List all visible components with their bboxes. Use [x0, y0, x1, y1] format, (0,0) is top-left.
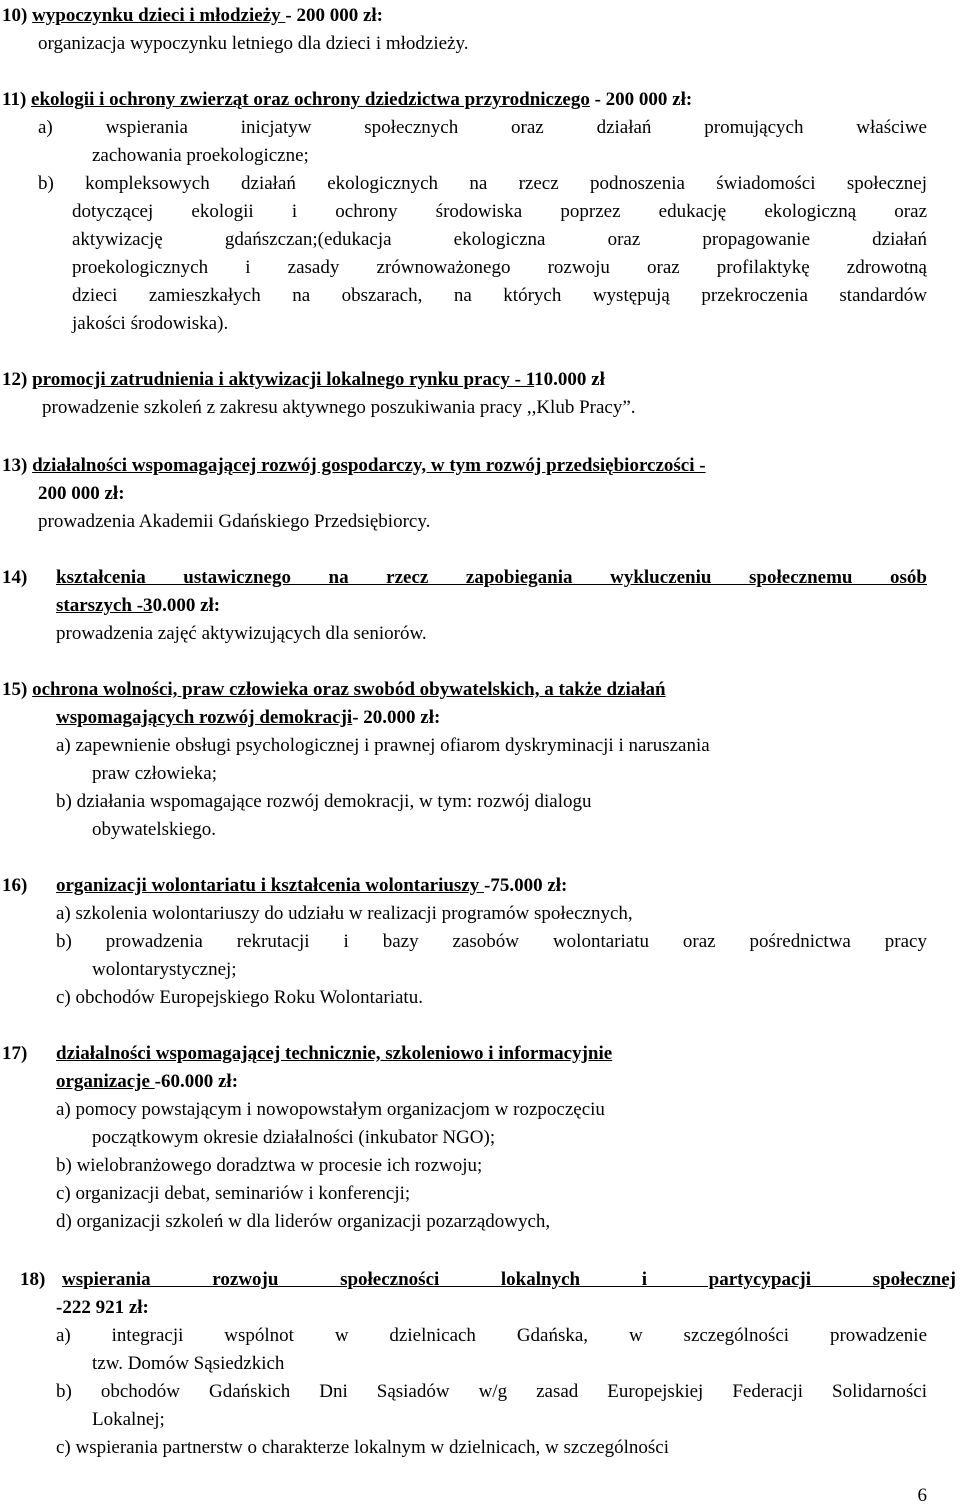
section-amount: 200 000 zł: — [38, 483, 125, 504]
section-title: wspierania rozwoju społeczności lokalnych i partycypacji społecznej — [62, 1269, 956, 1290]
section-number: 17) — [2, 1043, 28, 1064]
section-title: wypoczynku dzieci i młodzieży — [32, 5, 286, 26]
section-12 — [0, 366, 960, 422]
list-item-continuation: początkowym okresie działalności (inkubator NGO); — [92, 1127, 496, 1148]
section-amount: - 20.000 zł: — [352, 707, 441, 728]
list-item-continuation: aktywizację gdańszczan;(edukacja ekologiczna oraz propagowanie działań — [72, 229, 927, 250]
section-description: prowadzenie szkoleń z zakresu aktywnego poszukiwania pracy ,,Klub Pracy”. — [42, 397, 636, 418]
list-item-continuation: jakości środowiska). — [72, 313, 229, 334]
list-item: a) integracji wspólnot w dzielnicach Gdańska, w szczególności prowadzenie — [56, 1325, 927, 1346]
list-item: b) kompleksowych działań ekologicznych na rzecz podnoszenia świadomości społecznej — [38, 173, 927, 194]
section-18 — [0, 1266, 960, 1462]
section-title: ochrona wolności, praw człowieka oraz swobód obywatelskich, a także działań — [32, 679, 666, 700]
section-number: 15) — [2, 679, 28, 700]
section-14 — [0, 564, 960, 648]
list-item-continuation: praw człowieka; — [92, 763, 218, 784]
section-amount: 0.000 zł: — [152, 595, 221, 616]
section-amount: - 200 000 zł: — [285, 5, 384, 26]
section-title-continuation: starszych -3 — [56, 595, 153, 616]
section-description: organizacja wypoczynku letniego dla dzieci i młodzieży. — [38, 33, 469, 54]
list-item: a) pomocy powstającym i nowopowstałym organizacjom w rozpoczęciu — [56, 1099, 605, 1120]
list-item: a) wspierania inicjatyw społecznych oraz działań promujących właściwe — [38, 117, 927, 138]
list-item: c) organizacji debat, seminariów i konferencji; — [56, 1183, 411, 1204]
section-13 — [0, 452, 960, 536]
list-item-continuation: proekologicznych i zasady zrównoważonego rozwoju oraz profilaktykę zdrowotną — [72, 257, 927, 278]
list-item: a) szkolenia wolontariuszy do udziału w realizacji programów społecznych, — [56, 903, 633, 924]
list-item-continuation: zachowania proekologiczne; — [92, 145, 309, 166]
section-title: kształcenia ustawicznego na rzecz zapobiegania wykluczeniu społecznemu osób — [56, 567, 927, 588]
section-number: 11) — [2, 89, 27, 110]
section-17 — [0, 1040, 960, 1236]
section-10 — [0, 2, 960, 58]
section-11 — [0, 86, 960, 338]
list-item-continuation: obywatelskiego. — [92, 819, 217, 840]
section-number: 13) — [2, 455, 28, 476]
list-item-continuation: wolontarystycznej; — [92, 959, 237, 980]
section-title-continuation: wspomagających rozwój demokracji — [56, 707, 353, 728]
section-title: działalności wspomagającej technicznie, szkoleniowo i informacyjnie — [56, 1043, 613, 1064]
list-item-continuation: dotyczącej ekologii i ochrony środowiska poprzez edukację ekologiczną oraz — [72, 201, 927, 222]
section-amount: - 200 000 zł: — [589, 89, 693, 110]
list-item: c) obchodów Europejskiego Roku Wolontariatu. — [56, 987, 423, 1008]
section-title-continuation: organizacje — [56, 1071, 155, 1092]
section-number: 14) — [2, 567, 28, 588]
list-item: b) wielobranżowego doradztwa w procesie ich rozwoju; — [56, 1155, 483, 1176]
list-item-continuation: dzieci zamieszkałych na obszarach, na których występują przekroczenia standardów — [72, 285, 927, 306]
section-amount: 10.000 zł — [534, 369, 605, 390]
section-description: prowadzenia Akademii Gdańskiego Przedsiębiorcy. — [38, 511, 431, 532]
list-item: d) organizacji szkoleń w dla liderów organizacji pozarządowych, — [56, 1211, 551, 1232]
section-title: organizacji wolontariatu i kształcenia wolontariuszy — [56, 875, 484, 896]
list-item: b) obchodów Gdańskich Dni Sąsiadów w/g zasad Europejskiej Federacji Solidarności — [56, 1381, 927, 1402]
section-title: działalności wspomagającej rozwój gospodarczy, w tym rozwój przedsiębiorczości - — [32, 455, 706, 476]
list-item-continuation: Lokalnej; — [92, 1409, 165, 1430]
section-description: prowadzenia zajęć aktywizujących dla seniorów. — [56, 623, 427, 644]
section-16 — [0, 872, 960, 1012]
list-item-continuation: tzw. Domów Sąsiedzkich — [92, 1353, 285, 1374]
section-amount: -222 921 zł: — [56, 1297, 149, 1318]
list-item: c) wspierania partnerstw o charakterze lokalnym w dzielnicach, w szczególności — [56, 1437, 670, 1458]
section-amount: -75.000 zł: — [484, 875, 568, 896]
section-amount: -60.000 zł: — [154, 1071, 239, 1092]
section-number: 16) — [2, 875, 28, 896]
section-number: 10) — [2, 5, 28, 26]
list-item: a) zapewnienie obsługi psychologicznej i prawnej ofiarom dyskryminacji i naruszania — [56, 735, 710, 756]
section-15 — [0, 676, 960, 844]
list-item: b) prowadzenia rekrutacji i bazy zasobów wolontariatu oraz pośrednictwa pracy — [56, 931, 927, 952]
section-number: 18) — [20, 1269, 46, 1290]
page-number: 6 — [917, 1485, 927, 1506]
section-title: ekologii i ochrony zwierząt oraz ochrony dziedzictwa przyrodniczego — [31, 89, 590, 110]
section-title: promocji zatrudnienia i aktywizacji lokalnego rynku pracy - 1 — [32, 369, 535, 390]
list-item: b) działania wspomagające rozwój demokracji, w tym: rozwój dialogu — [56, 791, 592, 812]
section-number: 12) — [2, 369, 28, 390]
